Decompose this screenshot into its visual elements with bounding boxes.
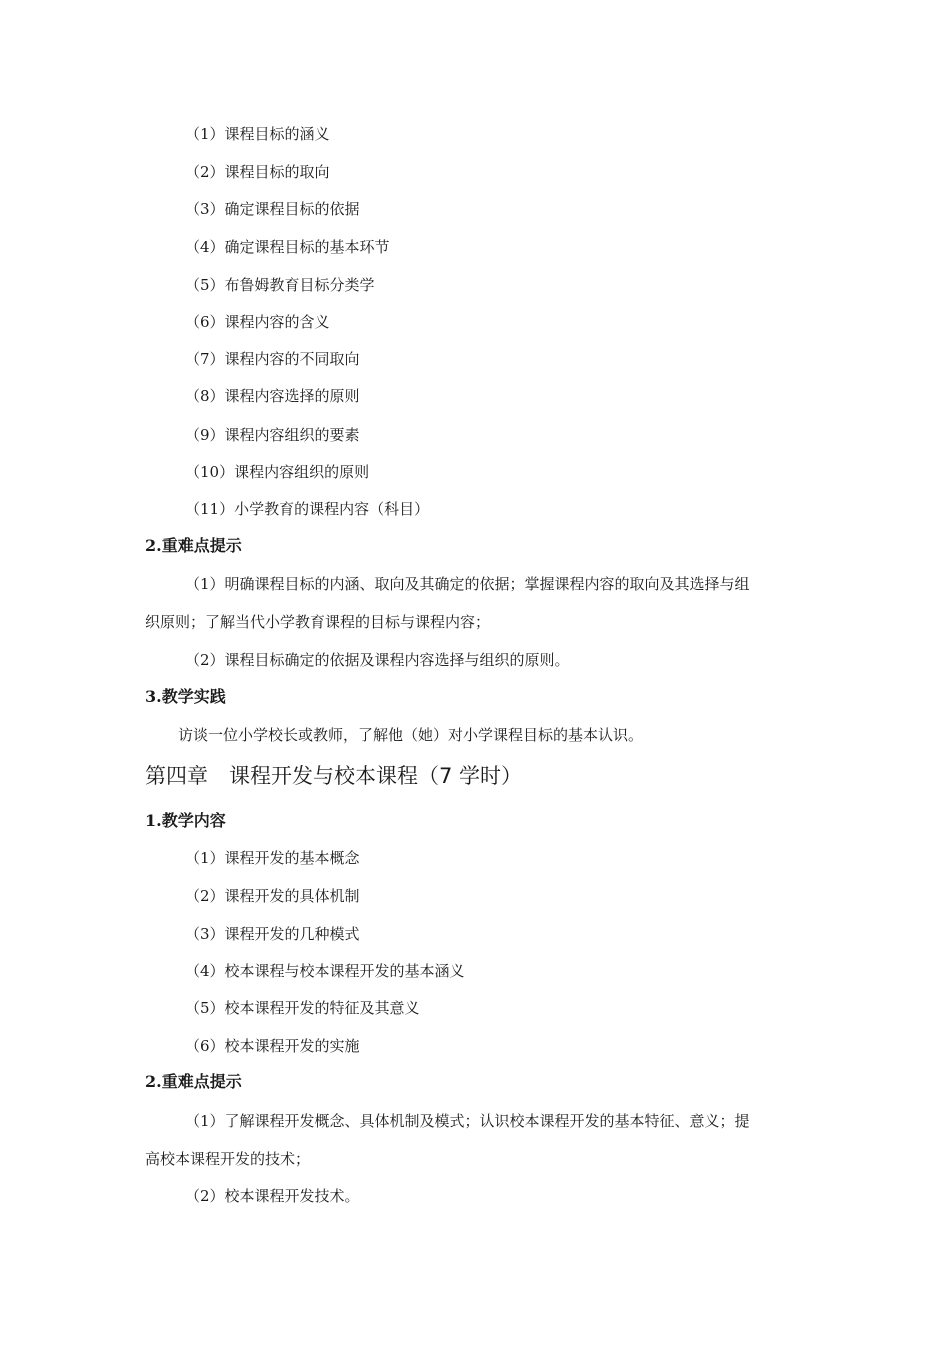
list-item: （4）校本课程与校本课程开发的基本涵义 [185,962,465,980]
list-item: （6）课程内容的含义 [185,313,330,331]
list-item: （9）课程内容组织的要素 [185,426,360,444]
list-item: （5）校本课程开发的特征及其意义 [185,999,420,1017]
list-item: （5）布鲁姆教育目标分类学 [185,276,375,294]
list-item: （10）课程内容组织的原则 [185,463,370,481]
list-item: （4）确定课程目标的基本环节 [185,238,390,256]
paragraph-line: 织原则；了解当代小学教育课程的目标与课程内容； [145,613,491,631]
paragraph-line: 高校本课程开发的技术； [145,1150,311,1168]
list-item: （6）校本课程开发的实施 [185,1037,360,1055]
section-heading: 3.教学实践 [145,687,226,706]
list-item: （3）课程开发的几种模式 [185,925,360,943]
list-item: （2）课程开发的具体机制 [185,887,360,905]
section-heading: 2.重难点提示 [145,1072,242,1091]
paragraph: （2）课程目标确定的依据及课程内容选择与组织的原则。 [185,651,570,669]
list-item: （2）课程目标的取向 [185,163,330,181]
list-item: （7）课程内容的不同取向 [185,350,360,368]
paragraph-line: （1）明确课程目标的内涵、取向及其确定的依据；掌握课程内容的取向及其选择与组 [185,575,750,593]
paragraph: 访谈一位小学校长或教师，了解他（她）对小学课程目标的基本认识。 [178,726,644,744]
paragraph: （2）校本课程开发技术。 [185,1187,360,1205]
paragraph-line: （1）了解课程开发概念、具体机制及模式；认识校本课程开发的基本特征、意义；提 [185,1112,750,1130]
chapter-title: 第四章 课程开发与校本课程（7 学时） [145,764,523,788]
list-item: （8）课程内容选择的原则 [185,387,360,405]
list-item: （1）课程开发的基本概念 [185,849,360,867]
section-heading: 1.教学内容 [145,811,226,830]
list-item: （1）课程目标的涵义 [185,125,330,143]
list-item: （3）确定课程目标的依据 [185,200,360,218]
list-item: （11）小学教育的课程内容（科目） [185,500,430,518]
section-heading: 2.重难点提示 [145,536,242,555]
